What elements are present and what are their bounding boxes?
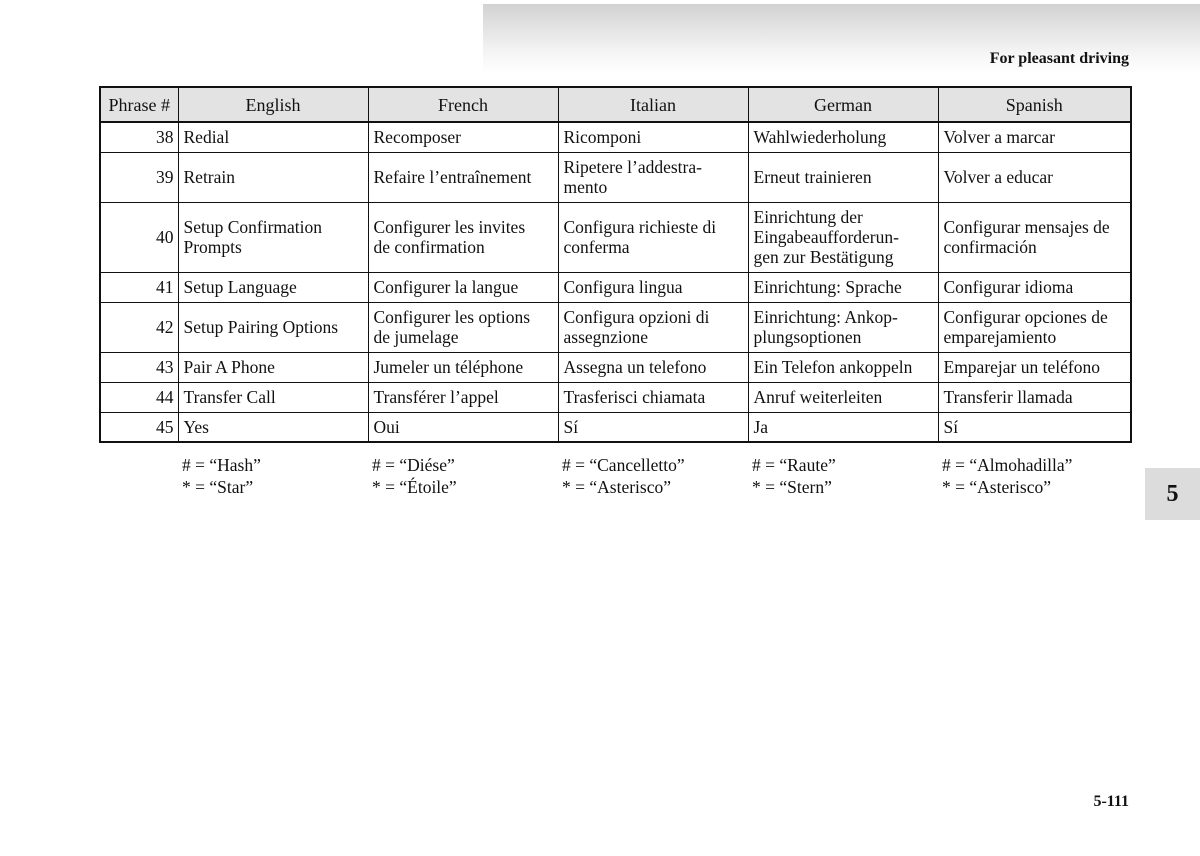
- german-cell: Einrichtung: Sprache: [748, 272, 938, 302]
- german-cell: Anruf weiterleiten: [748, 382, 938, 412]
- column-header: English: [178, 87, 368, 122]
- spanish-cell: Configurar idioma: [938, 272, 1131, 302]
- cell-line: de jumelage: [373, 327, 459, 347]
- cell-line: conferma: [563, 237, 630, 257]
- spanish-cell: [938, 202, 1131, 272]
- footnote-hash-german: # = “Raute”: [752, 455, 836, 475]
- spanish-cell: [938, 302, 1131, 352]
- cell-line: emparejamiento: [943, 327, 1057, 347]
- footnote-star-row: [182, 476, 1142, 498]
- spanish-cell: Sí: [938, 412, 1131, 442]
- cell-line: Configurar mensajes de: [943, 217, 1110, 237]
- spanish-cell: Volver a marcar: [938, 122, 1131, 152]
- french-cell: Transférer l’appel: [368, 382, 558, 412]
- phrase-number-cell: 40: [100, 202, 178, 272]
- french-cell: Recomposer: [368, 122, 558, 152]
- phrase-number-cell: 38: [100, 122, 178, 152]
- cell-line: Configurer les invites: [373, 217, 526, 237]
- cell-line: Prompts: [183, 237, 242, 257]
- table-row: [100, 352, 1131, 382]
- chapter-tab: 5: [1145, 468, 1200, 520]
- spanish-cell: Emparejar un teléfono: [938, 352, 1131, 382]
- footnote-star-english: * = “Star”: [182, 477, 254, 497]
- footnote-star-spanish: * = “Asterisco”: [942, 477, 1051, 497]
- german-cell: Ja: [748, 412, 938, 442]
- italian-cell: [558, 152, 748, 202]
- cell-line: mento: [563, 177, 608, 197]
- footnote-hash-italian: # = “Cancelletto”: [562, 455, 685, 475]
- phrase-number-cell: 45: [100, 412, 178, 442]
- english-cell: Redial: [178, 122, 368, 152]
- column-header: French: [368, 87, 558, 122]
- french-cell: [368, 302, 558, 352]
- french-cell: Jumeler un téléphone: [368, 352, 558, 382]
- french-cell: Configurer la langue: [368, 272, 558, 302]
- cell-line: Configurar opciones de: [943, 307, 1108, 327]
- english-cell: Pair A Phone: [178, 352, 368, 382]
- italian-cell: [558, 302, 748, 352]
- french-cell: Oui: [368, 412, 558, 442]
- table-row: [100, 272, 1131, 302]
- footnote-hash-french: # = “Diése”: [372, 455, 455, 475]
- footnotes: [182, 454, 1142, 498]
- italian-cell: Sí: [558, 412, 748, 442]
- cell-line: Eingabeaufforderun-: [753, 227, 899, 247]
- german-cell: Wahlwiederholung: [748, 122, 938, 152]
- german-cell: Ein Telefon ankoppeln: [748, 352, 938, 382]
- phrase-number-cell: 39: [100, 152, 178, 202]
- italian-cell: Configura lingua: [558, 272, 748, 302]
- column-header: Spanish: [938, 87, 1131, 122]
- spanish-cell: Transferir llamada: [938, 382, 1131, 412]
- table-body: [100, 122, 1131, 442]
- column-header: Italian: [558, 87, 748, 122]
- italian-cell: Trasferisci chiamata: [558, 382, 748, 412]
- phrase-number-cell: 41: [100, 272, 178, 302]
- cell-line: assegnzione: [563, 327, 649, 347]
- phrase-number-cell: 43: [100, 352, 178, 382]
- phrase-number-cell: 44: [100, 382, 178, 412]
- phrase-number-cell: 42: [100, 302, 178, 352]
- german-cell: [748, 302, 938, 352]
- table-row: [100, 122, 1131, 152]
- cell-line: Configurer les options: [373, 307, 531, 327]
- english-cell: [178, 202, 368, 272]
- cell-line: plungsoptionen: [753, 327, 862, 347]
- italian-cell: [558, 202, 748, 272]
- cell-line: confirmación: [943, 237, 1037, 257]
- table-row: [100, 412, 1131, 442]
- footnote-hash-row: [182, 454, 1142, 476]
- spanish-cell: Volver a educar: [938, 152, 1131, 202]
- table-row: [100, 302, 1131, 352]
- section-title: For pleasant driving: [989, 50, 1129, 67]
- cell-line: Ripetere l’addestra-: [563, 157, 702, 177]
- phrase-table: [99, 86, 1132, 443]
- english-cell: Retrain: [178, 152, 368, 202]
- column-header: German: [748, 87, 938, 122]
- column-header: Phrase #: [100, 87, 178, 122]
- french-cell: Refaire l’entraînement: [368, 152, 558, 202]
- english-cell: Setup Language: [178, 272, 368, 302]
- cell-line: Configura richieste di: [563, 217, 717, 237]
- table-row: [100, 202, 1131, 272]
- italian-cell: Assegna un telefono: [558, 352, 748, 382]
- footnote-hash-english: # = “Hash”: [182, 455, 261, 475]
- table-row: [100, 152, 1131, 202]
- english-cell: Yes: [178, 412, 368, 442]
- footnote-star-german: * = “Stern”: [752, 477, 832, 497]
- cell-line: Einrichtung der: [753, 207, 863, 227]
- english-cell: Setup Pairing Options: [178, 302, 368, 352]
- cell-line: Setup Confirmation: [183, 217, 323, 237]
- footnote-star-italian: * = “Asterisco”: [562, 477, 671, 497]
- footnote-star-french: * = “Étoile”: [372, 477, 457, 497]
- english-cell: Transfer Call: [178, 382, 368, 412]
- cell-line: Einrichtung: Ankop-: [753, 307, 898, 327]
- german-cell: [748, 202, 938, 272]
- cell-line: de confirmation: [373, 237, 485, 257]
- cell-line: gen zur Bestätigung: [753, 247, 894, 267]
- footnote-hash-spanish: # = “Almohadilla”: [942, 455, 1073, 475]
- french-cell: [368, 202, 558, 272]
- table-header-row: [100, 87, 1131, 122]
- page-number: 5-111: [1093, 793, 1129, 810]
- cell-line: Configura opzioni di: [563, 307, 710, 327]
- german-cell: Erneut trainieren: [748, 152, 938, 202]
- table-row: [100, 382, 1131, 412]
- italian-cell: Ricomponi: [558, 122, 748, 152]
